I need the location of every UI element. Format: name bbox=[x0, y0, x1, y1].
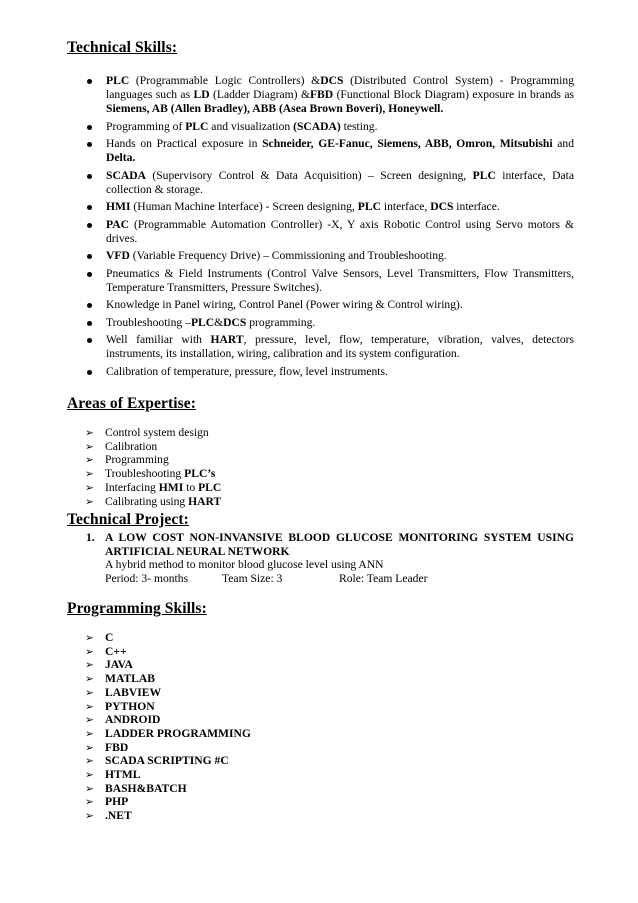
bullet-icon bbox=[87, 272, 92, 277]
programming-skill-label: HTML bbox=[105, 768, 141, 782]
bullet-icon bbox=[87, 205, 92, 210]
arrow-bullet-icon: ➢ bbox=[85, 645, 94, 658]
programming-skill-label: .NET bbox=[105, 809, 132, 823]
bold-text-run: VFD bbox=[106, 249, 130, 262]
text-run: (Distributed Control System) - Programming languages such as bbox=[106, 74, 574, 101]
technical-skill-item bbox=[67, 200, 574, 214]
programming-skill-item bbox=[85, 795, 251, 809]
project-team-size: Team Size: 3 bbox=[222, 572, 283, 586]
technical-skills-list bbox=[67, 74, 574, 382]
technical-skill-item bbox=[67, 218, 574, 246]
text-run: interface, Data collection & storage. bbox=[106, 168, 575, 196]
technical-skill-item bbox=[67, 267, 574, 295]
programming-skill-label: C++ bbox=[105, 644, 127, 658]
arrow-bullet-icon: ➢ bbox=[85, 700, 94, 713]
bold-text-run: DCS bbox=[430, 200, 454, 213]
bullet-icon bbox=[87, 321, 92, 326]
bullet-icon bbox=[87, 303, 92, 308]
programming-skill-item bbox=[85, 713, 251, 727]
arrow-bullet-icon: ➢ bbox=[85, 810, 94, 823]
expertise-item bbox=[85, 495, 221, 509]
bullet-icon bbox=[87, 174, 92, 179]
programming-skill-item bbox=[85, 686, 251, 700]
arrow-bullet-icon: ➢ bbox=[85, 454, 94, 467]
text-run: interface. bbox=[453, 200, 500, 213]
bold-text-run: DCS bbox=[320, 74, 344, 87]
arrow-bullet-icon: ➢ bbox=[85, 796, 94, 809]
arrow-bullet-icon: ➢ bbox=[85, 440, 94, 453]
bold-text-run: (SCADA) bbox=[293, 119, 341, 133]
text-run: Programming bbox=[105, 453, 169, 467]
programming-skill-label: LADDER PROGRAMMING bbox=[105, 726, 251, 740]
programming-skill-label: ANDROID bbox=[105, 713, 161, 727]
bullet-icon bbox=[87, 338, 92, 343]
technical-skill-item bbox=[67, 74, 574, 116]
bold-text-run: Delta. bbox=[106, 151, 136, 164]
text-run: and bbox=[552, 137, 575, 150]
bullet-icon bbox=[87, 125, 92, 130]
expertise-item bbox=[85, 426, 221, 440]
bold-text-run: HMI bbox=[106, 200, 131, 213]
text-run: (Functional Block Diagram) exposure in brands as bbox=[333, 88, 575, 101]
text-run: Calibration of temperature, pressure, flow, level instruments. bbox=[106, 364, 388, 378]
bullet-icon bbox=[87, 79, 92, 84]
text-run: (Programmable Automation Controller) -X, Y axis Robotic Control using Servo motors & drives. bbox=[106, 217, 574, 245]
bullet-icon bbox=[87, 223, 92, 228]
project-role: Role: Team Leader bbox=[339, 572, 428, 586]
project-title: A LOW COST NON-INVANSIVE BLOOD GLUCOSE MONITORING SYSTEM USING ARTIFICIAL NEURAL NETWORK bbox=[105, 531, 574, 558]
bullet-icon bbox=[87, 370, 92, 375]
arrow-bullet-icon: ➢ bbox=[85, 769, 94, 782]
arrow-bullet-icon: ➢ bbox=[85, 659, 94, 672]
text-run: Hands on Practical exposure in bbox=[106, 137, 263, 150]
technical-skill-item bbox=[67, 137, 574, 165]
programming-skill-label: MATLAB bbox=[105, 672, 156, 686]
technical-project-entry bbox=[67, 531, 574, 586]
text-run: Control system design bbox=[105, 426, 209, 439]
areas-of-expertise-heading: Areas of Expertise: bbox=[67, 395, 197, 412]
arrow-bullet-icon: ➢ bbox=[85, 632, 94, 644]
text-run: (Ladder Diagram) & bbox=[209, 88, 310, 101]
text-run: (Supervisory Control & Data Acquisition) – Screen designing, bbox=[145, 168, 473, 182]
bold-text-run: LD bbox=[193, 88, 210, 101]
arrow-bullet-icon: ➢ bbox=[85, 673, 94, 686]
bold-text-run: PLC bbox=[185, 119, 209, 133]
text-run: Pneumatics & Field Instruments (Control Valve Sensors, Level Transmitters, Flow Transmitters, Temperature Transmitters, Pressure Switches). bbox=[106, 266, 574, 294]
text-run: (Human Machine Interface) - Screen designing, bbox=[130, 200, 358, 213]
text-run: testing. bbox=[340, 119, 378, 133]
arrow-bullet-icon: ➢ bbox=[85, 427, 94, 439]
technical-skills-heading: Technical Skills: bbox=[67, 39, 178, 56]
programming-skill-label: FBD bbox=[105, 740, 129, 754]
bold-text-run: PLC bbox=[357, 200, 381, 213]
technical-skill-item bbox=[67, 316, 574, 330]
text-run: Well familiar with bbox=[106, 333, 211, 346]
arrow-bullet-icon: ➢ bbox=[85, 727, 94, 740]
bullet-icon bbox=[87, 142, 92, 147]
bold-text-run: SCADA bbox=[106, 168, 146, 182]
technical-project-heading: Technical Project: bbox=[67, 511, 189, 528]
programming-skill-label: PHP bbox=[105, 795, 129, 809]
text-run: Troubleshooting bbox=[105, 467, 185, 481]
arrow-bullet-icon: ➢ bbox=[85, 741, 94, 754]
arrow-bullet-icon: ➢ bbox=[85, 495, 94, 508]
programming-skill-item bbox=[85, 809, 251, 823]
programming-skills-heading: Programming Skills: bbox=[67, 600, 207, 617]
programming-skill-label: PYTHON bbox=[105, 699, 155, 713]
bold-text-run: PLC bbox=[198, 480, 222, 494]
bold-text-run: PAC bbox=[106, 217, 129, 231]
project-meta bbox=[105, 572, 574, 586]
arrow-bullet-icon: ➢ bbox=[85, 481, 94, 494]
bold-text-run: FBD bbox=[309, 88, 334, 101]
programming-skill-item bbox=[85, 768, 251, 782]
programming-skill-item bbox=[85, 700, 251, 714]
programming-skill-item bbox=[85, 741, 251, 755]
text-run: (Variable Frequency Drive) – Commissioning and Troubleshooting. bbox=[129, 249, 447, 262]
bold-text-run: PLC bbox=[190, 315, 215, 329]
programming-skill-label: LABVIEW bbox=[105, 685, 162, 699]
programming-skill-label: JAVA bbox=[105, 658, 133, 672]
programming-skill-item bbox=[85, 782, 251, 796]
bold-text-run: PLC bbox=[472, 168, 496, 182]
bold-text-run: DCS bbox=[223, 315, 247, 329]
arrow-bullet-icon: ➢ bbox=[85, 686, 94, 699]
technical-skill-item bbox=[67, 169, 574, 197]
text-run: interface, bbox=[380, 200, 431, 213]
expertise-item bbox=[85, 481, 221, 495]
programming-skill-item bbox=[85, 645, 251, 659]
areas-of-expertise-list bbox=[85, 426, 221, 508]
text-run: Programming of bbox=[106, 119, 186, 133]
technical-skill-item bbox=[67, 120, 574, 134]
project-number: 1. bbox=[86, 531, 95, 544]
bold-text-run: HMI bbox=[158, 480, 184, 494]
text-run: , pressure, level, flow, temperature, vibration, valves, detectors instruments, its installation, wiring, calibration and its system configuration. bbox=[106, 333, 575, 360]
technical-skill-item bbox=[67, 365, 574, 379]
bold-text-run: Siemens, AB (Allen Bradley), ABB (Asea Brown Boveri), Honeywell. bbox=[106, 102, 444, 115]
text-run: Calibrating using bbox=[105, 494, 189, 508]
programming-skill-item bbox=[85, 658, 251, 672]
text-run: and visualization bbox=[208, 119, 294, 133]
programming-skill-label: BASH&BATCH bbox=[105, 781, 187, 795]
bold-text-run: HART bbox=[188, 494, 222, 508]
bold-text-run: HART bbox=[210, 333, 244, 346]
text-run: Knowledge in Panel wiring, Control Panel (Power wiring & Control wiring). bbox=[106, 298, 463, 311]
text-run: Troubleshooting – bbox=[106, 315, 191, 329]
programming-skill-item bbox=[85, 672, 251, 686]
programming-skill-item bbox=[85, 754, 251, 768]
programming-skills-list bbox=[85, 631, 251, 823]
bold-text-run: PLC bbox=[106, 74, 130, 87]
programming-skill-item bbox=[85, 631, 251, 645]
arrow-bullet-icon: ➢ bbox=[85, 714, 94, 727]
arrow-bullet-icon: ➢ bbox=[85, 468, 94, 481]
bold-text-run: PLC’s bbox=[184, 467, 216, 481]
technical-skill-item bbox=[67, 298, 574, 312]
expertise-item bbox=[85, 453, 221, 467]
programming-skill-label: C bbox=[105, 631, 114, 644]
technical-skill-item bbox=[67, 249, 574, 263]
project-description: A hybrid method to monitor blood glucose level using ANN bbox=[105, 558, 384, 572]
arrow-bullet-icon: ➢ bbox=[85, 782, 94, 795]
text-run: to bbox=[183, 480, 199, 494]
programming-skill-label: SCADA SCRIPTING #C bbox=[105, 754, 229, 768]
technical-skill-item bbox=[67, 333, 574, 361]
arrow-bullet-icon: ➢ bbox=[85, 755, 94, 768]
bold-text-run: Schneider, GE-Fanuc, Siemens, ABB, Omron, Mitsubishi bbox=[262, 137, 553, 150]
expertise-item bbox=[85, 440, 221, 454]
expertise-item bbox=[85, 467, 221, 481]
programming-skill-item bbox=[85, 727, 251, 741]
project-period: Period: 3- months bbox=[105, 572, 189, 586]
text-run: Calibration bbox=[105, 439, 158, 453]
text-run: Interfacing bbox=[105, 480, 159, 494]
text-run: programming. bbox=[246, 315, 316, 329]
text-run: & bbox=[214, 315, 224, 329]
bullet-icon bbox=[87, 254, 92, 259]
text-run: (Programmable Logic Controllers) & bbox=[129, 74, 321, 87]
